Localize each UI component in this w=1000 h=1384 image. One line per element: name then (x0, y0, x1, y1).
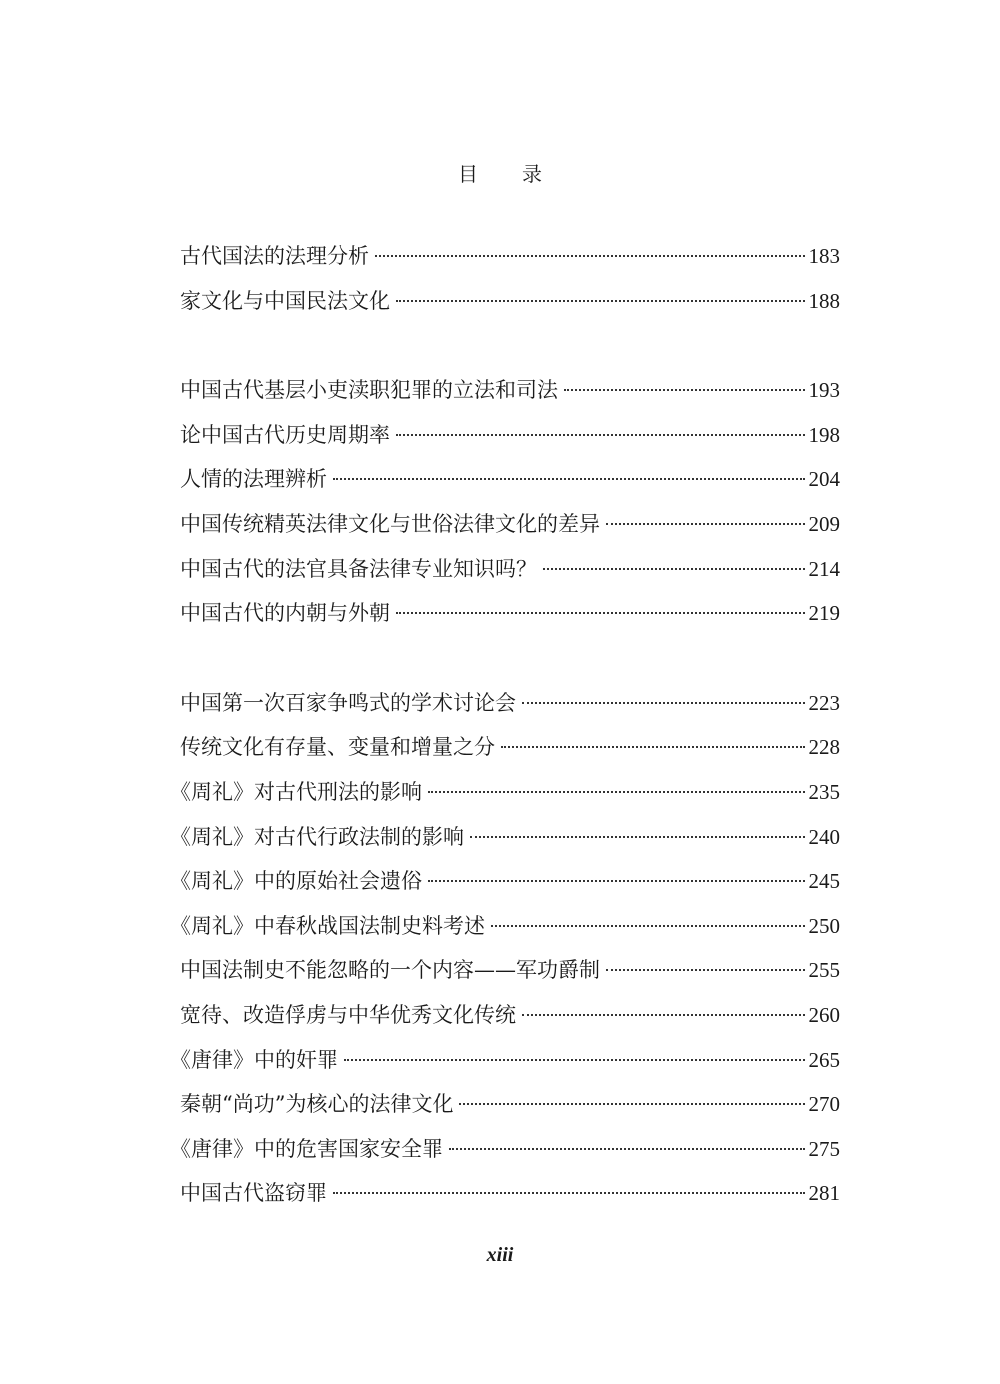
toc-entry[interactable] (170, 948, 840, 993)
toc-entry-title: 宽待、改造俘虏与中华优秀文化传统 (180, 1002, 516, 1027)
dot-leader (491, 925, 805, 927)
toc-entry-title: 《周礼》中春秋战国法制史料考述 (170, 913, 485, 938)
dot-leader (333, 1192, 805, 1194)
toc-entry[interactable] (170, 457, 840, 502)
toc-entry-page: 245 (808, 869, 840, 894)
toc-group (170, 368, 840, 636)
toc-entry[interactable] (170, 681, 840, 726)
dot-leader (449, 1148, 805, 1150)
dot-leader (470, 836, 805, 838)
toc-entry[interactable] (170, 368, 840, 413)
dot-leader (543, 568, 805, 570)
toc-entry-title: 中国古代基层小吏渎职犯罪的立法和司法 (180, 378, 558, 403)
toc-entry-page: 250 (808, 913, 840, 938)
page-title (0, 158, 1000, 187)
toc-entry[interactable] (170, 725, 840, 770)
dot-leader (428, 791, 805, 793)
toc-entry-page: 219 (808, 601, 840, 626)
toc-entry[interactable] (170, 1127, 840, 1172)
toc-entry-page: 198 (808, 422, 840, 447)
toc-entry-title: 古代国法的法理分析 (180, 244, 369, 268)
toc-entry-page: 260 (808, 1002, 840, 1027)
toc-entry-title: 《周礼》对古代刑法的影响 (170, 779, 422, 804)
toc-entry-title: 《周礼》对古代行政法制的影响 (170, 824, 464, 849)
dot-leader (428, 880, 805, 882)
toc-entry-title: 中国传统精英法律文化与世俗法律文化的差异 (180, 511, 600, 536)
toc-group (170, 234, 840, 323)
toc-entry-title: 中国古代的内朝与外朝 (180, 601, 390, 626)
toc-entry[interactable] (170, 770, 840, 815)
toc-entry-title: 中国古代的法官具备法律专业知识吗？ (180, 556, 537, 581)
toc-entry-page: 235 (808, 779, 840, 804)
dot-leader (501, 746, 805, 748)
dot-leader (522, 702, 805, 704)
dot-leader (396, 300, 805, 302)
toc-entry-title: 《唐律》中的奸罪 (170, 1047, 338, 1072)
dot-leader (522, 1014, 805, 1016)
toc-entry-page: 223 (808, 690, 840, 715)
toc-group (170, 681, 840, 1216)
toc-entry-title: 中国古代盗窃罪 (180, 1181, 327, 1206)
toc-entry[interactable] (170, 591, 840, 636)
dot-leader (333, 478, 805, 480)
toc-entry-title: 家文化与中国民法文化 (180, 288, 390, 313)
dot-leader (459, 1103, 804, 1105)
toc-entry[interactable] (170, 279, 840, 324)
dot-leader (606, 969, 805, 971)
toc-entry-title: 中国第一次百家争鸣式的学术讨论会 (180, 690, 516, 715)
toc-entry-page: 255 (808, 958, 840, 983)
toc-entry-title: 传统文化有存量、变量和增量之分 (180, 735, 495, 760)
toc-entry-page: 228 (808, 735, 840, 760)
toc-entry-page: 265 (808, 1047, 840, 1072)
toc-entry-page: 240 (808, 824, 840, 849)
toc-entry[interactable] (170, 502, 840, 547)
toc-entry-title: 人情的法理辨析 (180, 467, 327, 492)
toc-entry[interactable] (170, 413, 840, 458)
toc-entry[interactable] (170, 815, 840, 860)
toc-entry-title: 秦朝“尚功”为核心的法律文化 (180, 1092, 454, 1117)
toc-entry-title: 《周礼》中的原始社会遗俗 (170, 869, 422, 894)
dot-leader (344, 1059, 805, 1061)
toc-entry-page: 214 (808, 556, 840, 581)
toc-entry-page: 275 (808, 1136, 840, 1161)
toc-entry[interactable] (170, 234, 840, 279)
dot-leader (375, 255, 805, 257)
dot-leader (396, 612, 805, 614)
page-title-left: 目 (458, 162, 478, 186)
page-title-right: 录 (522, 162, 542, 186)
toc-entry[interactable] (170, 547, 840, 592)
toc-entry-title: 论中国古代历史周期率 (180, 422, 390, 447)
toc-entry[interactable] (170, 859, 840, 904)
toc-entry-title: 中国法制史不能忽略的一个内容——军功爵制 (180, 958, 600, 983)
dot-leader (564, 389, 805, 391)
toc-entry[interactable] (170, 904, 840, 949)
toc-entry[interactable] (170, 1171, 840, 1216)
toc-entry[interactable] (170, 1082, 840, 1127)
toc-entry-page: 193 (808, 378, 840, 403)
toc-entry-page: 188 (808, 288, 840, 313)
toc-entry-page: 270 (808, 1092, 840, 1117)
toc-entry-title: 《唐律》中的危害国家安全罪 (170, 1136, 443, 1161)
page-number: xiii (486, 1244, 514, 1266)
toc-entry-page: 183 (808, 244, 840, 268)
toc-entry[interactable] (170, 1038, 840, 1083)
toc-entry-page: 204 (808, 467, 840, 492)
toc-entry-page: 281 (808, 1181, 840, 1206)
toc-entry-page: 209 (808, 511, 840, 536)
dot-leader (396, 434, 805, 436)
table-of-contents (170, 234, 840, 1216)
toc-entry[interactable] (170, 993, 840, 1038)
dot-leader (606, 523, 805, 525)
